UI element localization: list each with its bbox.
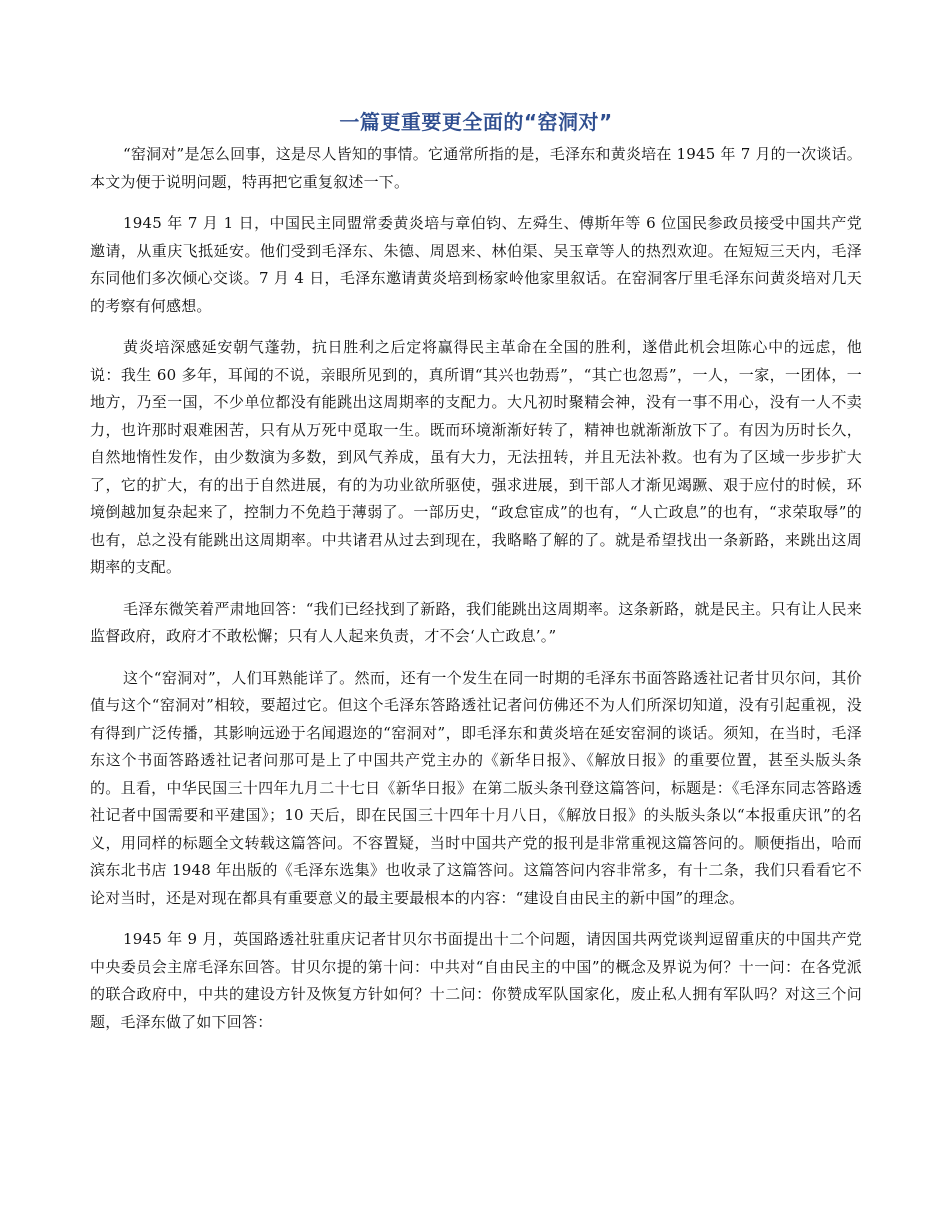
paragraph: 1945 年 7 月 1 日，中国民主同盟常委黄炎培与章伯钧、左舜生、傅斯年等 6 位国民参政员接受中国共产党邀请，从重庆飞抵延安。他们受到毛泽东、朱德、周恩来、林伯渠、吴玉章等人的热烈欢迎。在短短三天内，毛泽东同他们多次倾心交谈。7 月 4 日，毛泽东邀请黄炎培到杨家岭他家里叙话。在窑洞客厅里毛泽东问黄炎培对几天的考察有何感想。 xyxy=(90,214,862,315)
paragraph: 黄炎培深感延安朝气蓬勃，抗日胜利之后定将赢得民主革命在全国的胜利，遂借此机会坦陈心中的远虑，他说：我生 60 多年，耳闻的不说，亲眼所见到的，真所谓“其兴也勃焉”，“其亡也忽焉”，一人，一家，一团体，一地方，乃至一国，不少单位都没有能跳出这周期率的支配力。大凡初时聚精会神，没有一事不用心，没有一人不卖力，也许那时艰难困苦，只有从万死中觅取一生。既而环境渐渐好转了，精神也就渐渐放下了。有因为历时长久，自然地惰性发作，由少数演为多数，到风气养成，虽有大力，无法扭转，并且无法补救。也有为了区域一步步扩大了，它的扩大，有的出于自然进展，有的为功业欲所驱使，强求进展，到干部人才渐见竭蹶、艰于应付的时候，环境倒越加复杂起来了，控制力不免趋于薄弱了。一部历史，“政怠宦成”的也有，“人亡政息”的也有，“求荣取辱”的也有，总之没有能跳出这周期率。中共诸君从过去到现在，我略略了解的了。就是希望找出一条新路，来跳出这周期率的支配。 xyxy=(90,338,862,576)
document-page xyxy=(90,100,862,1050)
document-title: 一篇更重要更全面的“窑洞对” xyxy=(339,110,613,134)
paragraph: 毛泽东微笑着严肃地回答：“我们已经找到了新路，我们能跳出这周期率。这条新路，就是民主。只有让人民来监督政府，政府才不敢松懈；只有人人起来负责，才不会‘人亡政息’。” xyxy=(90,599,862,645)
paragraph: “窑洞对”是怎么回事，这是尽人皆知的事情。它通常所指的是，毛泽东和黄炎培在 1945 年 7 月的一次谈话。本文为便于说明问题，特再把它重复叙述一下。 xyxy=(90,145,862,191)
paragraph: 这个“窑洞对”，人们耳熟能详了。然而，还有一个发生在同一时期的毛泽东书面答路透社记者甘贝尔问，其价值与这个“窑洞对”相较，要超过它。但这个毛泽东答路透社记者问仿佛还不为人们所深切知道，没有引起重视，没有得到广泛传播，其影响远逊于名闻遐迩的“窑洞对”，即毛泽东和黄炎培在延安窑洞的谈话。须知，在当时，毛泽东这个书面答路透社记者问那可是上了中国共产党主办的《新华日报》、《解放日报》的重要位置，甚至头版头条的。且看，中华民国三十四年九月二十七日《新华日报》在第二版头条刊登这篇答问，标题是：《毛泽东同志答路透社记者中国需要和平建国》；10 天后，即在民国三十四年十月八日，《解放日报》的头版头条以“本报重庆讯”的名义，用同样的标题全文转载这篇答问。不容置疑，当时中国共产党的报刊是非常重视这篇答问的。顺便指出，哈而滨东北书店 1948 年出版的《毛泽东选集》也收录了这篇答问。这篇答问内容非常多，有十二条，我们只看看它不论对当时，还是对现在都具有重要意义的最主要最根本的内容：“建设自由民主的新中国”的理念。 xyxy=(90,668,862,907)
paragraph: 1945 年 9 月，英国路透社驻重庆记者甘贝尔书面提出十二个问题，请因国共两党谈判逗留重庆的中国共产党中央委员会主席毛泽东回答。甘贝尔提的第十问：中共对“自由民主的中国”的概念及界说为何？十一问：在各党派的联合政府中，中共的建设方针及恢复方针如何？十二问：你赞成军队国家化，废止私人拥有军队吗？对这三个问题，毛泽东做了如下回答： xyxy=(90,930,862,1031)
